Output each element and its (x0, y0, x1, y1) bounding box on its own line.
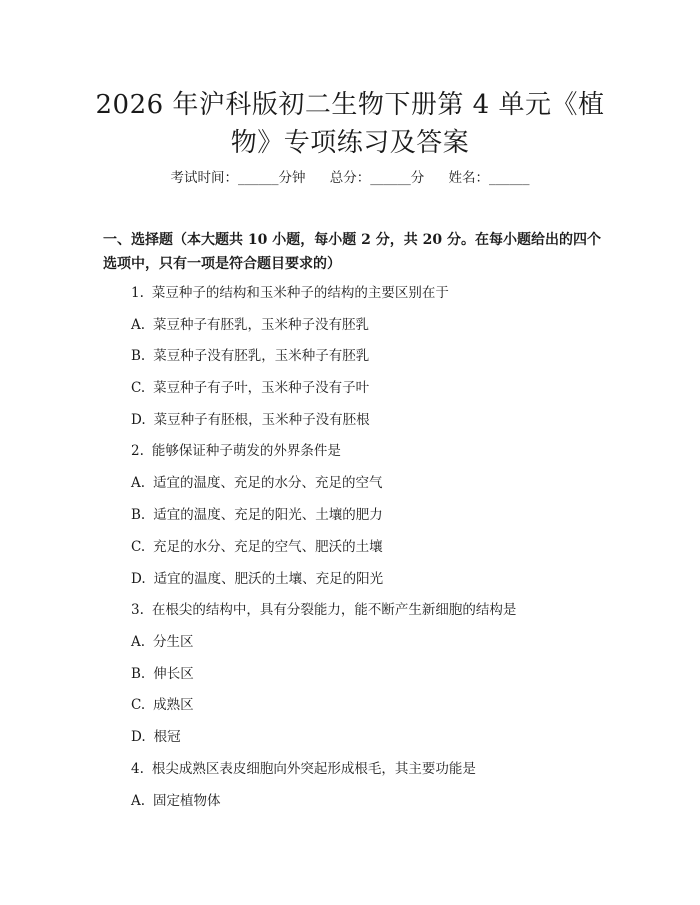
exam-time-field: 考试时间：______分钟 (170, 170, 306, 186)
line-text: 菜豆种子有胚根，玉米种子没有胚根 (153, 412, 370, 428)
option-line (131, 346, 369, 366)
question-line (131, 600, 516, 620)
page-title (90, 86, 610, 162)
option-line (131, 378, 369, 398)
line-text: 根尖成熟区表皮细胞向外突起形成根毛，其主要功能是 (151, 761, 476, 777)
option-line (131, 473, 383, 493)
line-label: 3. (131, 602, 144, 618)
line-text: 适宜的温度、肥沃的土壤、充足的阳光 (153, 571, 384, 587)
question-line (131, 441, 341, 461)
line-text: 根冠 (153, 729, 181, 745)
option-line (131, 791, 221, 811)
title-line-2: 物》专项练习及答案 (230, 128, 470, 158)
line-text: 适宜的温度、充足的水分、充足的空气 (153, 475, 383, 491)
line-text: 菜豆种子的结构和玉米种子的结构的主要区别在于 (151, 285, 449, 301)
line-label: D. (131, 571, 146, 587)
option-line (131, 410, 370, 430)
line-text: 菜豆种子有子叶，玉米种子没有子叶 (153, 380, 370, 396)
line-label: 1. (131, 285, 144, 301)
line-label: C. (131, 697, 146, 713)
line-label: A. (131, 475, 146, 491)
line-text: 固定植物体 (153, 793, 221, 809)
line-label: C. (131, 380, 146, 396)
line-text: 分生区 (153, 634, 194, 650)
line-label: B. (131, 666, 146, 682)
line-text: 成熟区 (153, 697, 194, 713)
question-line (131, 283, 449, 303)
exam-info (0, 168, 700, 188)
line-label: A. (131, 634, 146, 650)
option-line (131, 505, 383, 525)
line-text: 适宜的温度、充足的阳光、土壤的肥力 (153, 507, 383, 523)
student-name-field: 姓名：______ (448, 170, 530, 186)
line-text: 菜豆种子有胚乳，玉米种子没有胚乳 (153, 317, 370, 333)
option-line (131, 537, 383, 557)
line-text: 充足的水分、充足的空气、肥沃的土壤 (153, 539, 383, 555)
option-line (131, 315, 369, 335)
line-label: A. (131, 793, 146, 809)
option-line (131, 632, 194, 652)
line-text: 伸长区 (153, 666, 194, 682)
line-text: 菜豆种子没有胚乳，玉米种子有胚乳 (153, 348, 370, 364)
title-line-1: 2026 年沪科版初二生物下册第 4 单元《植 (95, 90, 605, 120)
question-line (131, 759, 476, 779)
line-label: A. (131, 317, 146, 333)
total-score-field: 总分：______分 (329, 170, 425, 186)
option-line (131, 695, 194, 715)
line-label: D. (131, 412, 146, 428)
line-label: C. (131, 539, 146, 555)
line-label: B. (131, 507, 146, 523)
line-label: B. (131, 348, 146, 364)
line-label: D. (131, 729, 146, 745)
option-line (131, 664, 194, 684)
option-line (131, 727, 181, 747)
line-text: 在根尖的结构中，具有分裂能力，能不断产生新细胞的结构是 (151, 602, 517, 618)
option-line (131, 569, 383, 589)
line-label: 4. (131, 761, 144, 777)
section-heading: 一、选择题（本大题共 10 小题，每小题 2 分，共 20 分。在每小题给出的四个选项中，只有一项是符合题目要求的） (103, 232, 601, 272)
line-label: 2. (131, 443, 144, 459)
line-text: 能够保证种子萌发的外界条件是 (151, 443, 341, 459)
